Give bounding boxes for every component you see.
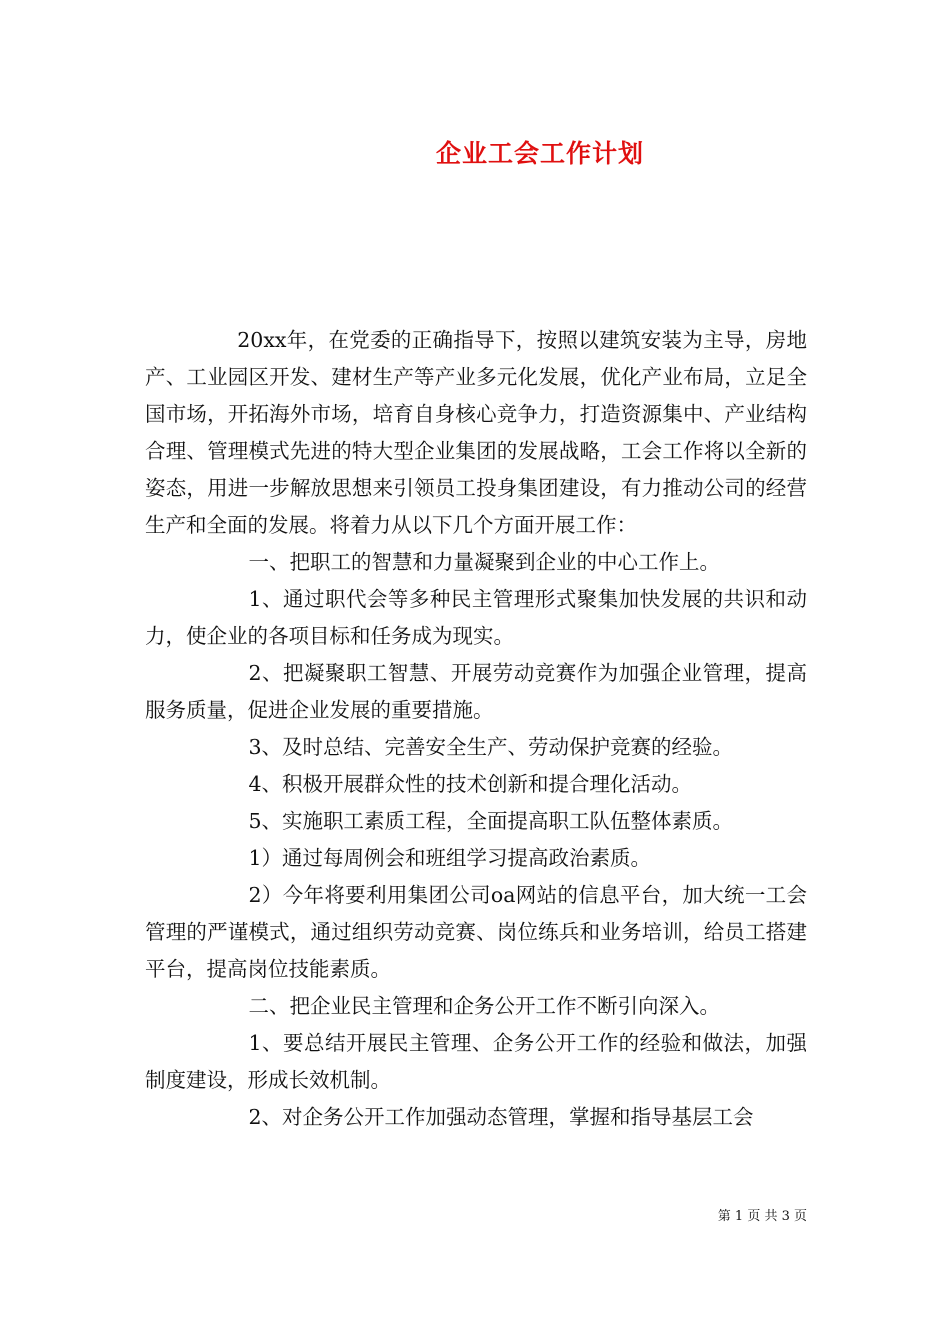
list-item: 2、把凝聚职工智慧、开展劳动竞赛作为加强企业管理，提高服务质量，促进企业发展的重要措施。: [145, 661, 807, 722]
paragraph-intro: 20xx年，在党委的正确指导下，按照以建筑安装为主导，房地产、工业园区开发、建材生产等产业多元化发展，优化产业布局，立足全国市场，开拓海外市场，培育自身核心竞争力，打造资源集中、产业结构合理、管理模式先进的特大型企业集团的发展战略，工会工作将以全新的姿态，用进一步解放思想来引领员工投身集团建设，有力推动公司的经营生产和全面的发展。将着力从以下几个方面开展工作：: [145, 328, 807, 537]
list-item: 3、及时总结、完善安全生产、劳动保护竞赛的经验。: [248, 735, 734, 759]
list-item: 4、积极开展群众性的技术创新和提合理化活动。: [248, 772, 693, 796]
list-item: 2、对企务公开工作加强动态管理，掌握和指导基层工会: [248, 1105, 754, 1129]
sub-list-item: 2）今年将要利用集团公司oa网站的信息平台，加大统一工会管理的严谨模式，通过组织劳动竞赛、岗位练兵和业务培训，给员工搭建平台，提高岗位技能素质。: [145, 883, 807, 981]
list-item: 1、通过职代会等多种民主管理形式聚集加快发展的共识和动力，使企业的各项目标和任务成为现实。: [145, 587, 807, 648]
document-body: [145, 322, 807, 1136]
list-item: 1、要总结开展民主管理、企务公开工作的经验和做法，加强制度建设，形成长效机制。: [145, 1031, 807, 1092]
section-heading-2: 二、把企业民主管理和企务公开工作不断引向深入。: [248, 994, 721, 1018]
sub-list-item: 1）通过每周例会和班组学习提高政治素质。: [248, 846, 652, 870]
page-number-footer: 第 1 页 共 3 页: [717, 1209, 807, 1224]
section-heading-1: 一、把职工的智慧和力量凝聚到企业的中心工作上。: [248, 550, 721, 574]
document-title: 企业工会工作计划: [435, 139, 644, 168]
list-item: 5、实施职工素质工程，全面提高职工队伍整体素质。: [248, 809, 734, 833]
